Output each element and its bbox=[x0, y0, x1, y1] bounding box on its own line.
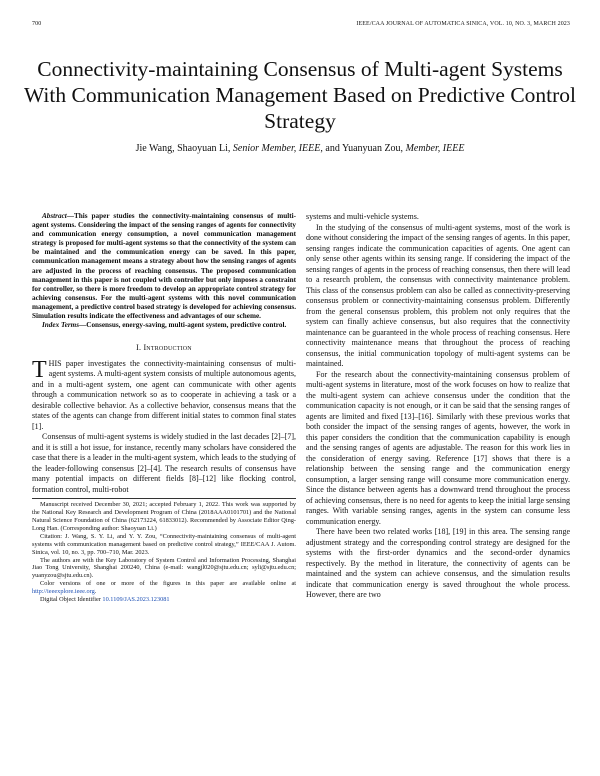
doi-link[interactable]: 10.1109/JAS.2023.123081 bbox=[102, 596, 170, 604]
index-terms-text: —Consensus, energy-saving, multi-agent system, predictive control. bbox=[79, 321, 287, 330]
journal-name: IEEE/CAA JOURNAL OF AUTOMATICA SINICA, VOL. 10, NO. 3, MARCH 2023 bbox=[356, 21, 570, 27]
footnote-color-text: Color versions of one or more of the figures in this paper are available online at bbox=[40, 580, 296, 588]
body-paragraph-1: In the studying of the consensus of multi-agent systems, most of the work is done without considering the impact of the sensing ranges of agents. In this paper, sensing ranges indicate the communication capacities of agents. One agent can only sense other agents within its sensing range. If considering the impact of the sensing ranges of agents in the process of reaching consensus, then there will lead to a research problem, the consensus with connectivity maintenance problem. This class of the consensus problem can also be called as connectivity-preserving consensus problem or connectivity-maintaining consensus problem. Differently from the general consensus problem, this problem not only requires that the system can finally achieve consensus, but also requires that the connectivity maintenance can be guaranteed in the whole process of reaching consensus. Here connectivity maintenance means that throughout the process of reaching consensus, the initial communication topology of multi-agent systems can be maintained. bbox=[306, 222, 570, 368]
author-role: Senior Member, IEEE bbox=[232, 143, 321, 154]
drop-cap: T bbox=[32, 356, 47, 383]
body-paragraph-2: For the research about the connectivity-maintaining consensus problem of multi-agent systems in literature, most of the work focuses on how to realize that the multi-agent system can achieve consensus under the condition that the communication capacity is not enough, or it can be said that the sensing ranges of agents are limited and fixed [13]–[16]. Similarly with these previous works that both consider the impact of the sensing ranges of agents, however, the work in this paper considers the condition that the communication capability is enough and the sensing ranges of agents are adjustable. The reason for this work lies in the consideration of energy saving. Reference [17] shows that there is a relationship between the sensing range and the communication energy consumption, a larger sensing range will consume more communication energy. Since the distance between agents has a downward trend throughout the process of achieving consensus, there is no need for agents to keep the initial large sensing ranges. With variable sensing ranges, agents in the system can consume less communication energy. bbox=[306, 369, 570, 526]
section-heading bbox=[32, 343, 296, 354]
author-names: , and Yuanyuan Zou, bbox=[320, 143, 406, 154]
left-column bbox=[32, 212, 296, 604]
footnote-color: Color versions of one or more of the figures in this paper are available online at http://ieeexplore.ieee.org. bbox=[32, 580, 296, 596]
author-names: Jie Wang, Shaoyuan Li, bbox=[135, 143, 233, 154]
paper-title: Connectivity-maintaining Consensus of Multi-agent Systems With Communication Management Based on Predictive Control Strategy bbox=[23, 57, 577, 133]
page-number: 700 bbox=[32, 21, 42, 27]
footnote-affiliation: The authors are with the Key Laboratory of System Control and Information Processing, Shanghai Jiao Tong University, Shanghai 200240, China (e-mail: wangjl020@sjtu.edu.cn; syli@sjtu.edu.cn; yuanyzou@sjtu.edu.cn). bbox=[32, 556, 296, 580]
intro-paragraph-1-text: HIS paper investigates the connectivity-maintaining consensus of multi-agent systems. A multi-agent system consists of multiple autonomous agents, and in a multi-agent system, one agent can communicate with other agents through a communication network so as to cooperate in achieving a task or a desirable collective behavior. As a collective behavior, consensus means that the states of the agents can change from different initial states to common final states [1]. bbox=[32, 358, 296, 431]
body-paragraph-3: There have been two related works [18], [19] in this area. The sensing range adjustment strategy and the corresponding control strategy are designed for the systems with the first-order dynamics and the second-order dynamics respectively. By the method in literature, the connectivity of agents can be maintained and the system can achieve consensus, and the simulation results indicate that communication energy is saved throughout the whole process. However, there are two bbox=[306, 527, 570, 599]
footnote-doi bbox=[32, 596, 296, 604]
doi-label: Digital Object Identifier bbox=[40, 596, 103, 604]
index-terms-label: Index Terms bbox=[42, 321, 80, 330]
author-role: Member, IEEE bbox=[405, 143, 465, 154]
body-paragraph-continued: systems and multi-vehicle systems. bbox=[306, 212, 419, 221]
intro-paragraph-2: Consensus of multi-agent systems is widely studied in the last decades [2]–[7], and it is still a hot issue, for instance, recently many scholars have considered the case that there is a leader in the multi-agent system, which leads to the studying of the leader-following consensus [2]–[4]. The research results of consensus have many potential impacts on different fields [8]–[12] like flocking control, formation control, multi-robot bbox=[32, 432, 296, 494]
abstract-label: Abstract bbox=[42, 212, 67, 220]
index-terms bbox=[32, 321, 296, 330]
right-column bbox=[306, 212, 570, 601]
section-title: Introduction bbox=[143, 343, 192, 353]
footnote-citation: Citation: J. Wang, S. Y. Li, and Y. Y. Zou, “Connectivity-maintaining consensus of multi-agent systems with communication management based on predictive control strategy,” IEEE/CAA J. Autom. Sinica, vol. 10, no. 3, pp. 700–710, Mar. 2023. bbox=[32, 532, 296, 556]
intro-paragraph-1 bbox=[32, 356, 296, 433]
author-line bbox=[20, 143, 580, 154]
footnote-divider bbox=[32, 498, 296, 499]
ieeexplore-link[interactable]: http://ieeexplore.ieee.org bbox=[32, 588, 95, 596]
section-number: I. bbox=[136, 343, 142, 353]
abstract-text: —This paper studies the connectivity-maintaining consensus of multi-agent systems. Considering the impact of the sensing ranges of agents for connectivity and communication energy consumption, a novel communication management strategy is proposed for multi-agent systems so that the connectivity of the system can be maintained and the communication energy can be saved. In this paper, communication management means a strategy about how the sensing ranges of agents are adjusted in the process of reaching consensus. The proposed communication management in this paper is not coupled with controller but only imposes a constraint for controller, so there is more freedom to develop an appropriate control strategy for achieving consensus. For the multi-agent systems with this novel communication management, a predictive control based strategy is developed for achieving consensus. Simulation results indicate the effectiveness and advantages of our scheme. bbox=[32, 212, 296, 321]
abstract bbox=[32, 212, 296, 321]
footnote-manuscript: Manuscript received December 30, 2021; accepted February 1, 2022. This work was supported by the National Key Research and Development Program of China (2018AAA0101701) and the National Natural Science Foundation of China (62173224, 61833012). Recommended by Associate Editor Qing-Long Han. (Corresponding author: Shaoyuan Li.) bbox=[32, 501, 296, 532]
